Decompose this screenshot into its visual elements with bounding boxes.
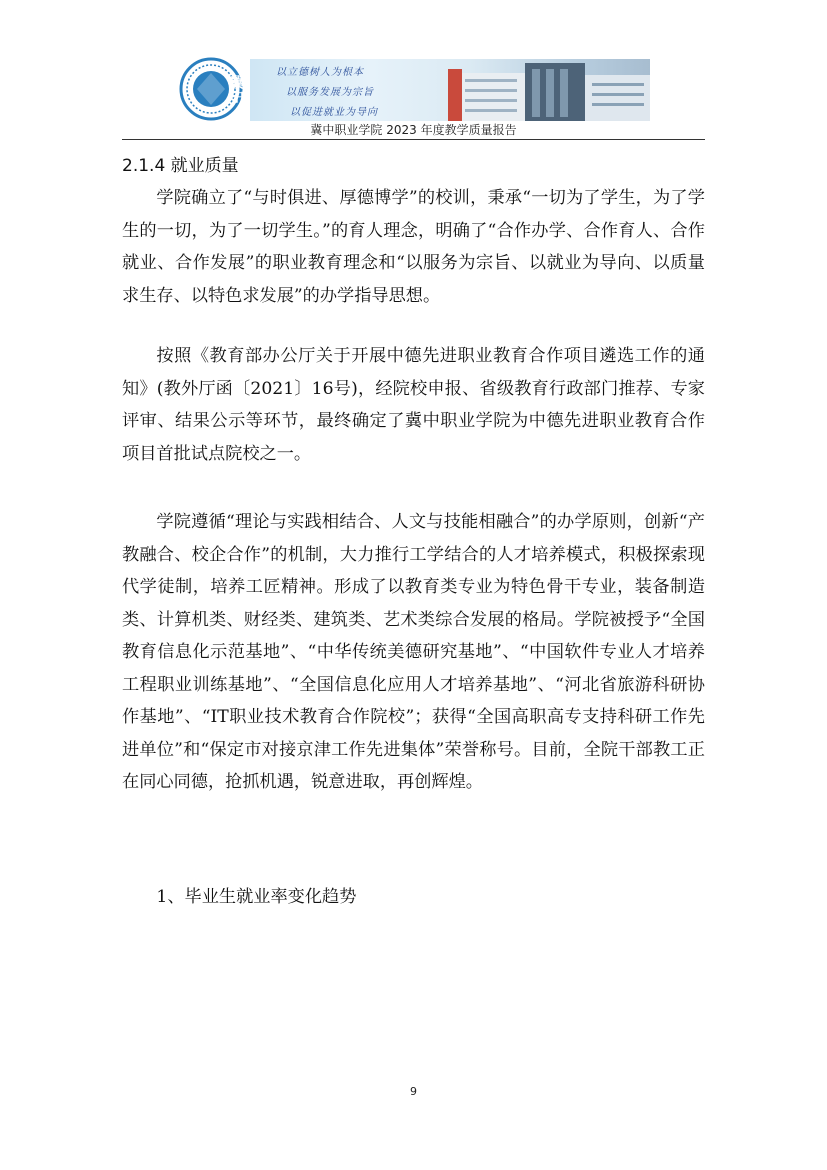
slogan-1: 以立德树人为根本 (276, 67, 364, 78)
paragraph-motto: 学院确立了“与时俱进、厚德博学”的校训，秉承“一切为了学生，为了学生的一切，为了一切学生。”的育人理念，明确了“合作办学、合作育人、合作就业、合作发展”的职业教育理念和“以服务为宗旨、以就业为导向、以质量求生存、以特色求发展”的办学指导思想。 (122, 188, 705, 306)
paragraph-principles: 学院遵循“理论与实践相结合、人文与技能相融合”的办学原则，创新“产教融合、校企合作”的机制，大力推行工学结合的人才培养模式，积极探索现代学徒制，培养工匠精神。形成了以教育类专业为特色骨干专业，装备制造类、计算机类、财经类、建筑类、艺术类综合发展的格局。学院被授予“全国教育信息化示范基地”、“中华传统美德研究基地”、“中国软件专业人才培养工程职业训练基地”、“全国信息化应用人才培养基地”、“河北省旅游科研协作基地”、“IT职业技术教育合作院校”；获得“全国高职高专支持科研工作先进单位”和“保定市对接京津工作先进集体”荣誉称号。目前，全院干部教工正在同心同德，抢抓机遇，锐意进取，再创辉煌。 (122, 512, 705, 792)
logo-text: 冀中 (228, 75, 244, 103)
header-divider (122, 139, 705, 140)
header-banner (178, 57, 650, 121)
college-logo (178, 57, 244, 121)
subsection-heading: 1、毕业生就业率变化趋势 (156, 887, 357, 907)
report-caption: 冀中职业学院 2023 年度教学质量报告 (310, 123, 517, 137)
page-number: 9 (410, 1085, 417, 1098)
banner-photo (250, 59, 650, 121)
slogan-2: 以服务发展为宗旨 (286, 87, 374, 98)
paragraph-sino-german: 按照《教育部办公厅关于开展中德先进职业教育合作项目遴选工作的通知》(教外厅函〔2021〕16号)，经院校申报、省级教育行政部门推荐、专家评审、结果公示等环节，最终确定了冀中职业学院为中德先进职业教育合作项目首批试点院校之一。 (122, 346, 705, 464)
slogan-3: 以促进就业为导向 (290, 107, 378, 118)
section-title: 2.1.4 就业质量 (122, 156, 239, 176)
